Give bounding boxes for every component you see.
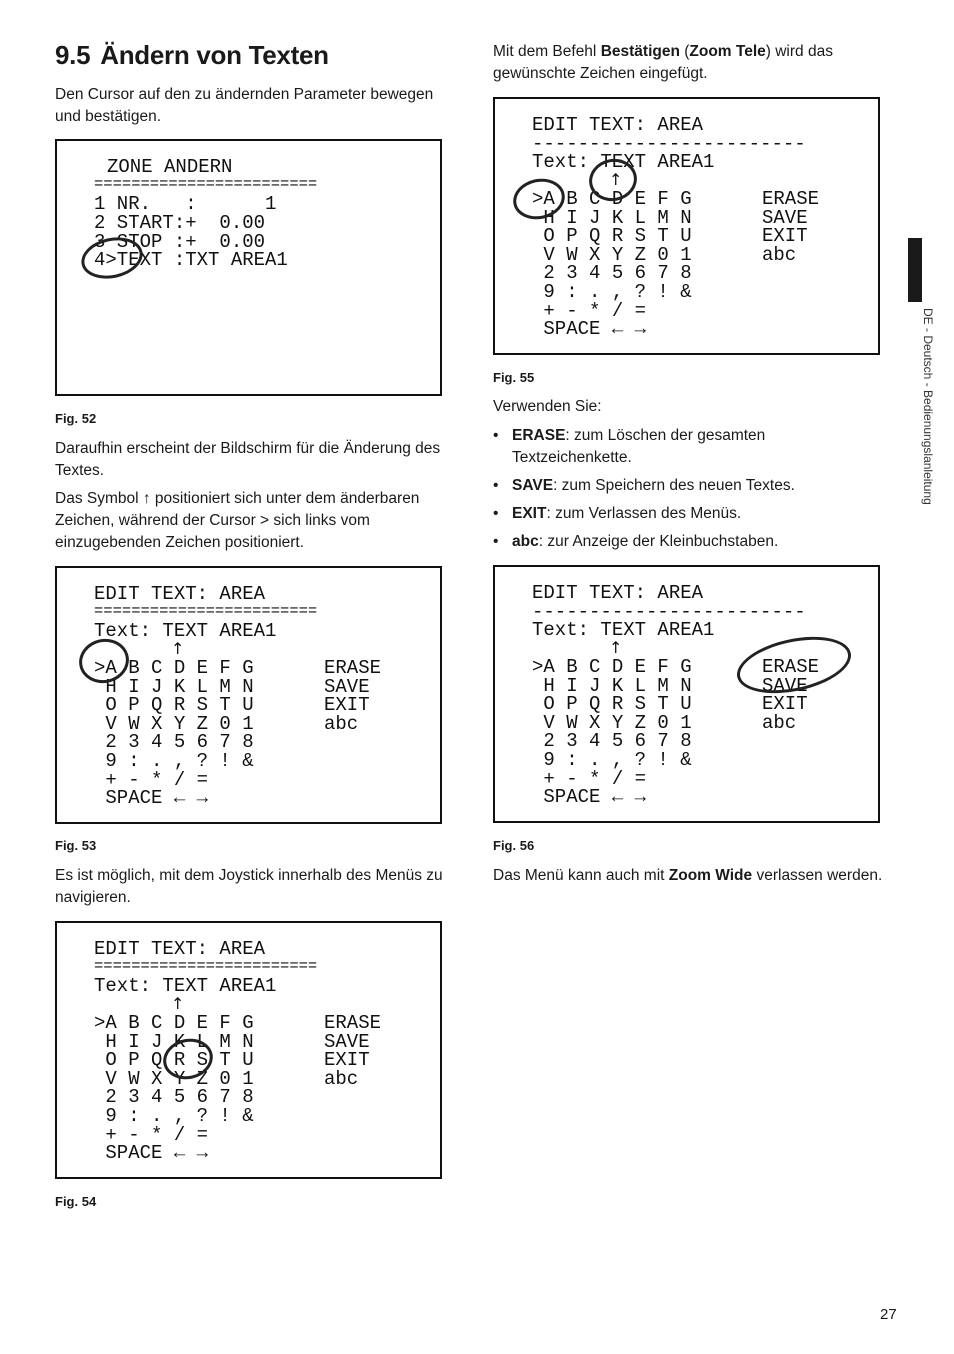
char-row: 9 : . , ? ! & [532,749,692,771]
list-item: • SAVE: zum Speichern des neuen Textes. [493,475,883,497]
command-save: SAVE [762,675,808,697]
char-row: H I J K L M N [532,207,692,229]
command-save: SAVE [762,207,808,229]
command-abc: abc [324,713,359,735]
char-row: 9 : . , ? ! & [94,1105,254,1127]
figure-53-screen [55,566,442,824]
char-row: H I J K L M N [94,676,254,698]
menu-title: ZONE ANDERN [107,156,233,178]
figure-caption: Fig. 54 [55,1194,97,1209]
text-line: Text: TEXT AREA1 [94,620,277,642]
highlight-circle [732,628,856,703]
char-row: SPACE ← → [94,787,209,809]
char-row: SPACE ← → [94,1142,209,1164]
char-row: >A B C D E F G [94,1012,254,1034]
char-row: 2 3 4 5 6 7 8 [532,262,692,284]
char-row: + - * / = [532,768,647,790]
arrow-up-icon: ↑ [171,639,185,658]
list-item: • abc: zur Anzeige der Kleinbuchstaben. [493,531,883,553]
section-heading: Ändern von Texten [100,40,329,70]
char-row: 2 3 4 5 6 7 8 [94,1086,254,1108]
char-row: SPACE ← → [532,786,647,808]
menu-line: 4>TEXT :TXT AREA1 [94,249,288,271]
intro-paragraph: Den Cursor auf den zu ändernden Parameter bewegen und bestätigen. [55,86,434,125]
char-row: 2 3 4 5 6 7 8 [532,730,692,752]
arrow-up-icon: ↑ [171,994,185,1013]
separator: ======================== [94,175,318,193]
char-row: 9 : . , ? ! & [94,750,254,772]
char-row: H I J K L M N [532,675,692,697]
menu-title: EDIT TEXT: AREA [532,114,704,136]
char-row: >A B C D E F G [94,657,254,679]
char-row: SPACE ← → [532,318,647,340]
paragraph: Das Symbol ↑ positioniert sich unter dem änderbaren Zeichen, während der Cursor > sich links vom einzugebenden Zeichen positioniert. [55,490,420,551]
paragraph: Daraufhin erscheint der Bildschirm für die Änderung des Textes. [55,440,441,479]
char-row: + - * / = [532,300,647,322]
list-item: • EXIT: zum Verlassen des Menüs. [493,503,883,525]
char-row: O P Q R S T U [532,693,692,715]
separator: ======================== [94,602,318,620]
char-row: V W X Y Z 0 1 [94,713,254,735]
text-line: Text: TEXT AREA1 [532,151,715,173]
menu-line: 1 NR. : 1 [94,193,277,215]
section-title [55,40,329,71]
menu-title: EDIT TEXT: AREA [94,583,266,605]
command-exit: EXIT [762,693,808,715]
command-erase: ERASE [762,656,820,678]
command-list [493,425,883,559]
char-row: V W X Y Z 0 1 [532,712,692,734]
figure-56-screen [493,565,880,823]
side-tab-marker [908,238,922,302]
menu-title: EDIT TEXT: AREA [532,582,704,604]
figure-54-screen [55,921,442,1179]
list-item: • ERASE: zum Löschen der gesamten Textzeichenkette. [493,425,883,469]
command-erase: ERASE [324,1012,382,1034]
page-number: 27 [880,1306,897,1323]
figure-caption: Fig. 56 [493,838,535,853]
command-exit: EXIT [324,1049,370,1071]
command-exit: EXIT [324,694,370,716]
figure-52-screen [55,139,442,396]
separator: ------------------------ [532,133,806,155]
char-row: 2 3 4 5 6 7 8 [94,731,254,753]
figure-55-screen [493,97,880,355]
figure-caption: Fig. 55 [493,370,535,385]
arrow-up-icon: ↑ [609,170,623,189]
char-row: 9 : . , ? ! & [532,281,692,303]
command-save: SAVE [324,1031,370,1053]
menu-line: 3 STOP :+ 0.00 [94,231,266,253]
figure-caption: Fig. 53 [55,838,97,853]
command-erase: ERASE [324,657,382,679]
char-row: >A B C D E F G [532,656,692,678]
command-abc: abc [324,1068,359,1090]
confirm-paragraph: Mit dem Befehl Bestätigen (Zoom Tele) wird das gewünschte Zeichen eingefügt. [493,43,833,82]
exit-paragraph: Das Menü kann auch mit Zoom Wide verlassen werden. [493,867,883,884]
char-row: + - * / = [94,1124,209,1146]
char-row: V W X Y Z 0 1 [532,244,692,266]
command-exit: EXIT [762,225,808,247]
arrow-up-icon: ↑ [609,638,623,657]
command-abc: abc [762,712,797,734]
figure-caption: Fig. 52 [55,411,97,426]
char-row: V W X Y Z 0 1 [94,1068,254,1090]
char-row: O P Q R S T U [532,225,692,247]
char-row: O P Q R S T U [94,694,254,716]
char-row: + - * / = [94,769,209,791]
char-row: O P Q R S T U [94,1049,254,1071]
menu-line: 2 START:+ 0.00 [94,212,266,234]
command-abc: abc [762,244,797,266]
side-language-label: DE - Deutsch - Bedienungslanleitung [921,308,935,505]
section-number: 9.5 [55,40,91,70]
paragraph: Es ist möglich, mit dem Joystick innerhalb des Menüs zu navigieren. [55,867,443,906]
use-label: Verwenden Sie: [493,398,602,415]
char-row: >A B C D E F G [532,188,692,210]
separator: ------------------------ [532,601,806,623]
text-line: Text: TEXT AREA1 [94,975,277,997]
text-line: Text: TEXT AREA1 [532,619,715,641]
command-erase: ERASE [762,188,820,210]
command-save: SAVE [324,676,370,698]
menu-title: EDIT TEXT: AREA [94,938,266,960]
char-row: H I J K L M N [94,1031,254,1053]
separator: ======================== [94,957,318,975]
